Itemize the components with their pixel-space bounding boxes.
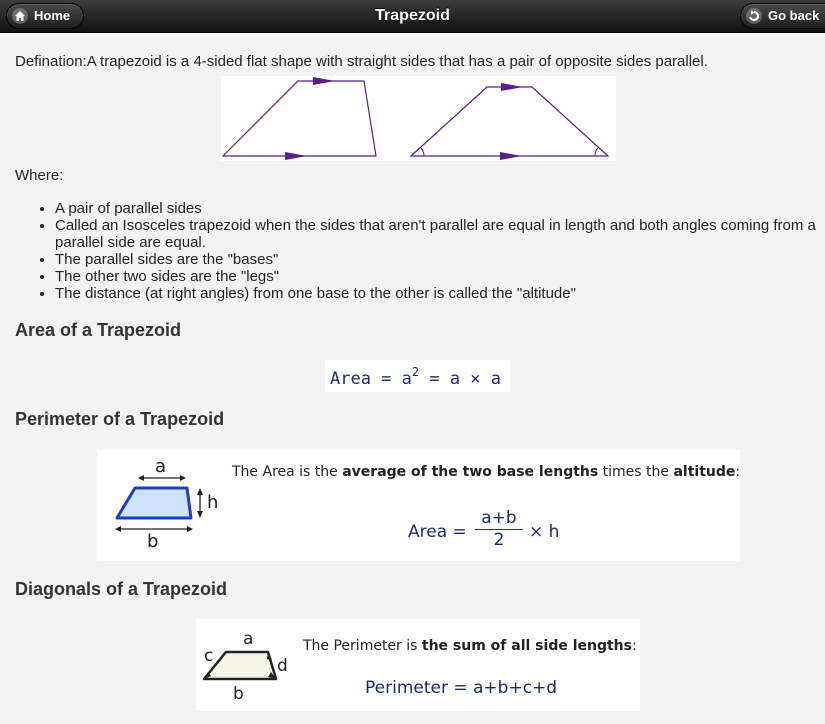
perimeter-heading: Perimeter of a Trapezoid — [15, 409, 225, 429]
list-item: • A pair of parallel sides — [55, 200, 825, 217]
list-item: • The distance (at right angles) from one base to the other is called the "altitude" — [55, 285, 825, 302]
label-a: a — [155, 456, 167, 477]
area-description: The Area is the average of the two base lengths times the altitude: — [232, 464, 741, 480]
trapezoid-area-box — [97, 450, 740, 561]
label-a: a — [243, 629, 254, 649]
perimeter-formula: Perimeter = a+b+c+d — [365, 678, 558, 698]
go-back-label: Go back — [768, 8, 820, 23]
perimeter-trapezoid — [204, 652, 276, 679]
perimeter-description: The Perimeter is the sum of all side lengths: — [303, 638, 637, 654]
area-formula-rhs: × h — [529, 522, 560, 542]
label-h: h — [207, 492, 219, 513]
label-d: d — [277, 656, 288, 676]
list-item: • The parallel sides are the "bases" — [55, 251, 825, 268]
area-diagram — [97, 450, 232, 561]
fraction-denominator: 2 — [475, 529, 523, 550]
where-label: Where: — [15, 167, 64, 184]
label-b: b — [147, 531, 159, 552]
perimeter-diagram — [196, 619, 296, 711]
properties-list — [15, 200, 825, 302]
area-fraction — [475, 508, 523, 550]
page-title: Trapezoid — [375, 7, 450, 24]
fraction-numerator: a+b — [481, 508, 517, 528]
definition-text: Defination:A trapezoid is a 4-sided flat shape with straight sides that has a pair of opposite sides parallel. — [15, 53, 708, 70]
diagonals-heading: Diagonals of a Trapezoid — [15, 579, 228, 599]
trapezoid-figures — [221, 76, 616, 161]
area-formula: Area = $a^2 = a \times a$ — [330, 365, 502, 389]
go-back-button[interactable] — [740, 3, 825, 29]
list-item: • The other two sides are the "legs" — [55, 268, 825, 285]
area-heading: Area of a Trapezoid — [15, 320, 182, 340]
perimeter-box — [196, 619, 640, 711]
header-bar — [0, 0, 825, 33]
home-label: Home — [34, 8, 71, 23]
area-formula-box — [325, 360, 510, 392]
list-item: • Called an Isosceles trapezoid when the sides that aren't parallel are equal in length and both angles coming from a parallel side are equal. — [55, 217, 825, 251]
area-formula-lhs: Area = — [408, 522, 467, 542]
trapezoid-shape — [117, 488, 191, 518]
label-c: c — [204, 646, 214, 666]
back-arrow-icon — [746, 8, 762, 24]
label-b: b — [233, 684, 244, 704]
